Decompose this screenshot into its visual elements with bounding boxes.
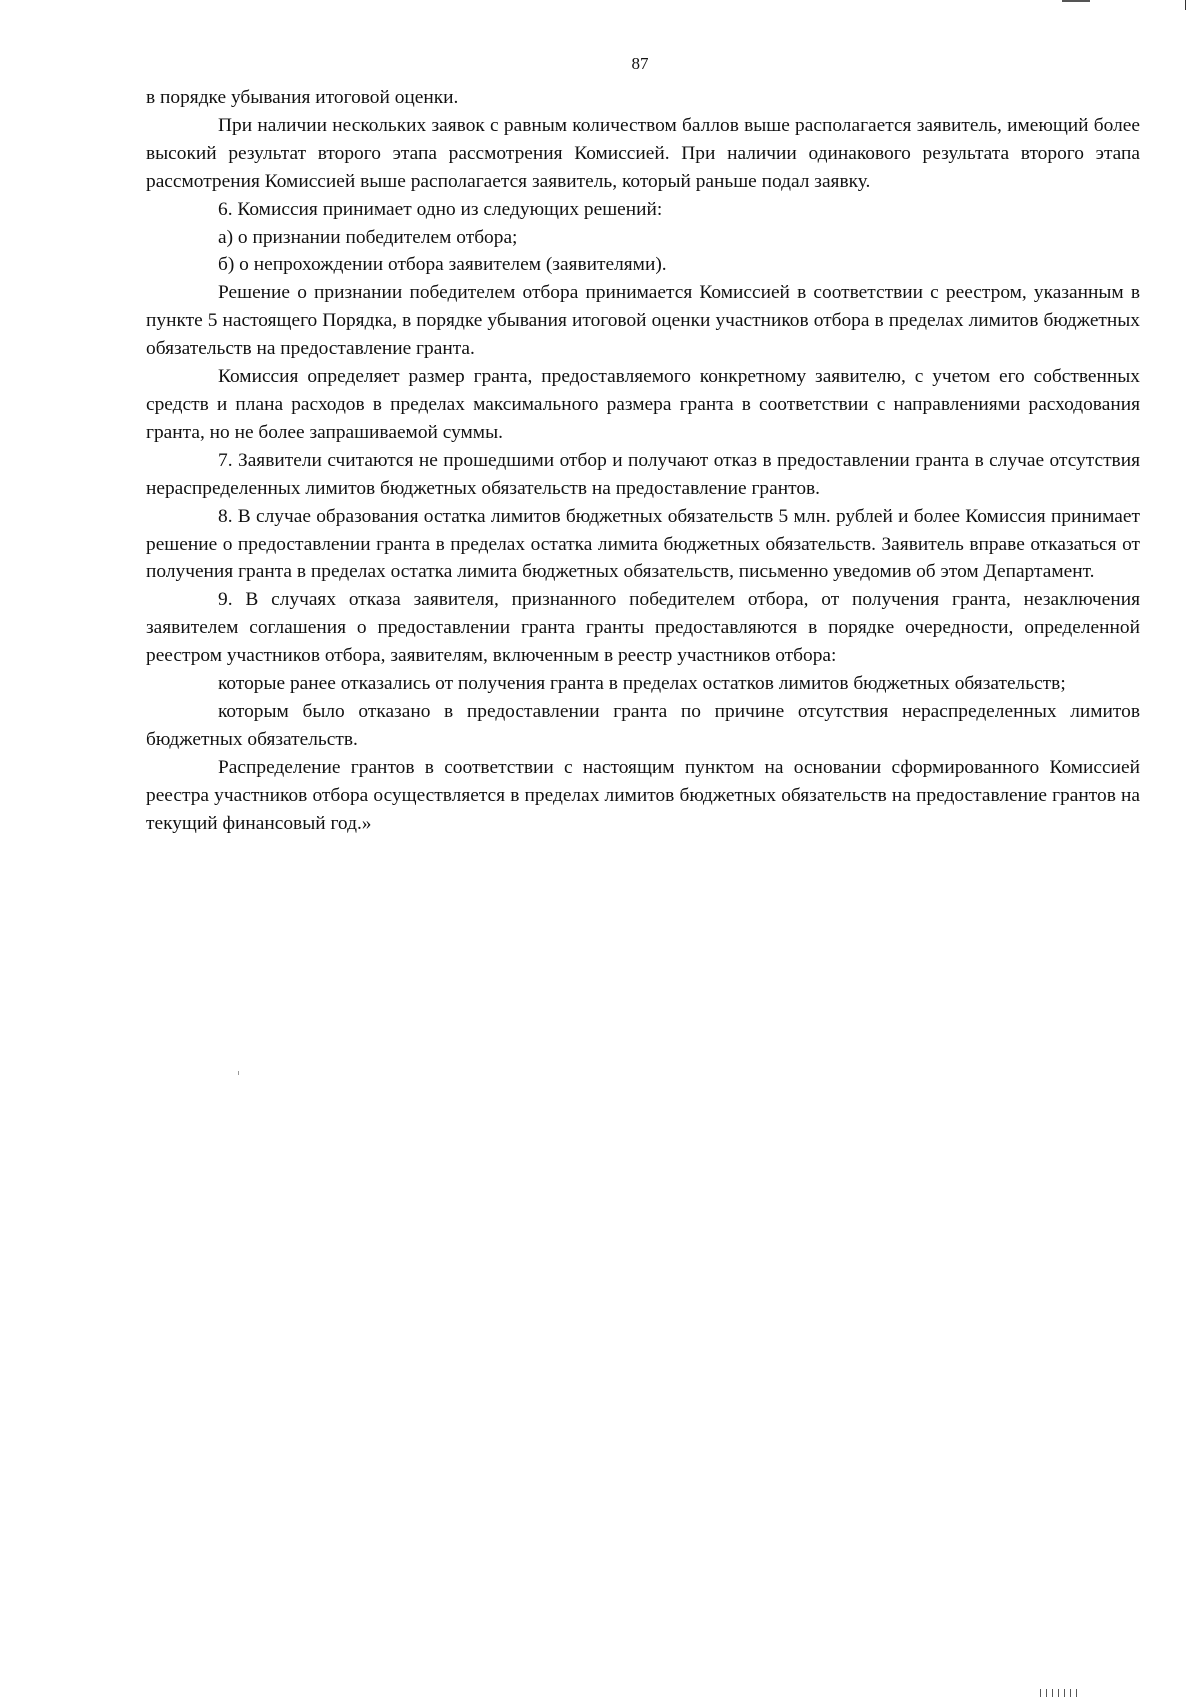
paragraph: 6. Комиссия принимает одно из следующих решений: bbox=[218, 198, 663, 220]
paragraph: Распределение грантов в соответствии с настоящим пунктом на основании сформированного Комиссией реестра участников отбора осуществляется в пределах лимитов бюджетных обязательств на предоставление грантов на текущий финансовый год.» bbox=[146, 756, 1140, 834]
paragraph: 9. В случаях отказа заявителя, признанного победителем отбора, от получения гранта, незаключения заявителем соглашения о предоставлении гранта гранты предоставляются в порядке очередности, определенной реестром участников отбора, заявителям, включенным в реестр участников отбора: bbox=[146, 589, 1140, 667]
paragraph: Комиссия определяет размер гранта, предоставляемого конкретному заявителю, с учетом его собственных средств и плана расходов в пределах максимального размера гранта в соответствии с направлениями расходования гранта, но не более запрашиваемой суммы. bbox=[146, 366, 1140, 443]
paragraph: которым было отказано в предоставлении гранта по причине отсутствия нераспределенных лимитов бюджетных обязательств. bbox=[146, 700, 1140, 750]
paragraph: При наличии нескольких заявок с равным количеством баллов выше располагается заявитель, имеющий более высокий результат второго этапа рассмотрения Комиссией. При наличии одинакового результата второго этапа рассмотрения Комиссией выше располагается заявитель, который раньше подал заявку. bbox=[146, 114, 1140, 192]
scan-artifact bbox=[1040, 1689, 1080, 1697]
paragraph: 8. В случае образования остатка лимитов бюджетных обязательств 5 млн. рублей и более Комиссия принимает решение о предоставлении гранта в пределах остатка лимита бюджетных обязательств. Заявитель вправе отказаться от получения гранта в пределах остатка лимита бюджетных обязательств, письменно уведомив об этом Департамент. bbox=[146, 505, 1140, 583]
scan-artifact bbox=[1185, 0, 1186, 10]
paragraph: Решение о признании победителем отбора принимается Комиссией в соответствии с реестром, указанным в пункте 5 настоящего Порядка, в порядке убывания итоговой оценки участников отбора в пределах лимитов бюджетных обязательств на предоставление гранта. bbox=[146, 282, 1140, 360]
page-number: 87 bbox=[631, 54, 649, 73]
paragraph: 7. Заявители считаются не прошедшими отбор и получают отказ в предоставлении гранта в случае отсутствия нераспределенных лимитов бюджетных обязательств на предоставление грантов. bbox=[146, 449, 1140, 499]
paragraph: а) о признании победителем отбора; bbox=[218, 226, 518, 248]
document-body bbox=[146, 84, 1140, 837]
paragraph: которые ранее отказались от получения гранта в пределах остатков лимитов бюджетных обязательств; bbox=[218, 673, 1066, 695]
scan-artifact bbox=[1062, 0, 1090, 2]
paragraph: в порядке убывания итоговой оценки. bbox=[146, 87, 459, 108]
scan-artifact bbox=[238, 1071, 239, 1075]
paragraph: б) о непрохождении отбора заявителем (заявителями). bbox=[218, 254, 667, 276]
